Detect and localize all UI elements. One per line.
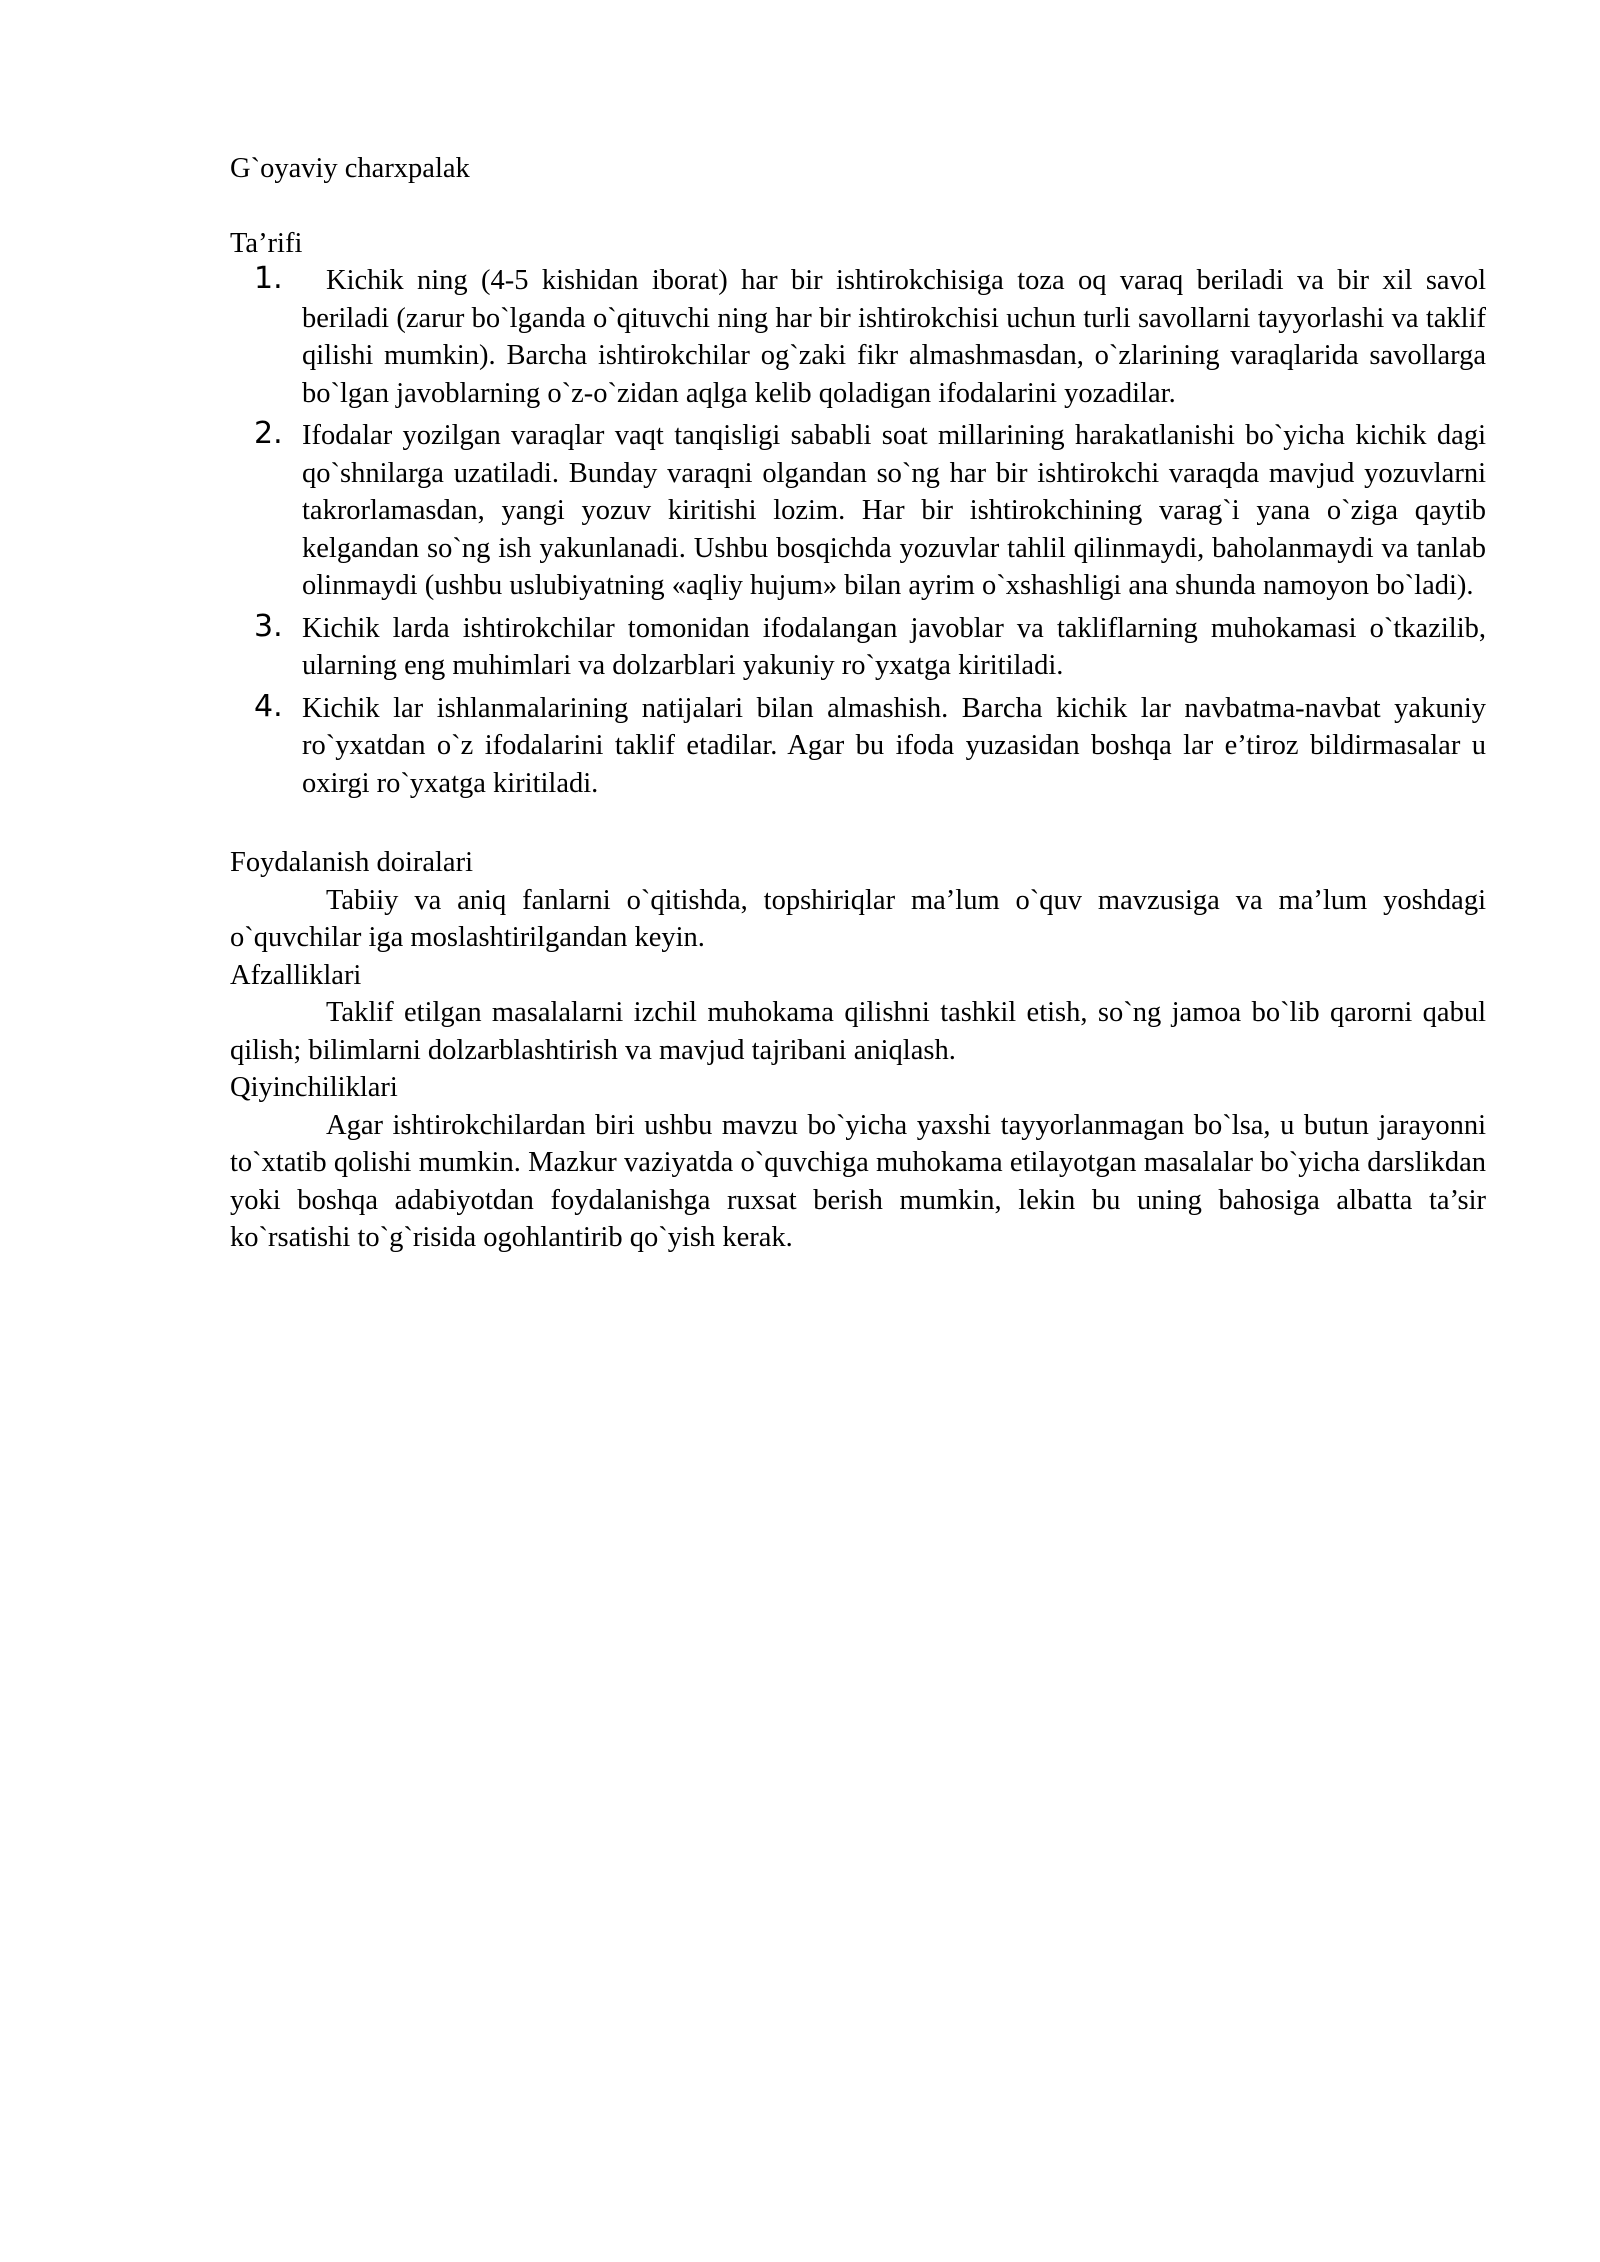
list-item: [230, 690, 1486, 803]
advantages-heading: Afzalliklari: [230, 959, 362, 991]
advantages-paragraph: Taklif etilgan masalalarni izchil muhokama qilishni tashkil etish, so`ng jamoa bo`lib qarorni qabul qilish; bilimlarni dolzarblashtirish va mavjud tajribani aniqlash.: [230, 997, 1486, 1066]
list-item-number: 1.: [254, 261, 283, 296]
list-item-number: 3.: [254, 608, 283, 644]
list-item-text: Kichik larda ishtirokchilar tomonidan ifodalangan javoblar va takliflarning muhokamasi o`tkazilib, ularning eng muhimlari va dolzarblari yakuniy ro`yxatga kiritiladi.: [302, 612, 1486, 681]
list-item-text: Kichik ning (4-5 kishidan iborat) har bir ishtirokchisiga toza oq varaq beriladi va bir xil savol beriladi (zarur bo`lganda o`qituvchi ning har bir ishtirokchisi uchun turli savollarni tayyorlashi va taklif qilishi mumkin). Barcha ishtirokchilar og`zaki fikr almashmasdan, o`zlarining varaqlarida savollarga bo`lgan javoblarning o`z-o`zidan aqlga kelib qoladigan ifodalarini yozadilar.: [302, 265, 1486, 409]
difficulties-heading: Qiyinchiliklari: [230, 1072, 398, 1103]
list-item: [230, 610, 1486, 685]
definition-heading: Ta’rifi: [230, 227, 303, 259]
list-item-text: Kichik lar ishlanmalarining natijalari bilan almashish. Barcha kichik lar navbatma-navbat yakuniy ro`yxatdan o`z ifodalarini taklif etadilar. Agar bu ifoda yuzasidan boshqa lar e’tiroz bildirmasalar u oxirgi ro`yxatga kiritiladi.: [302, 692, 1486, 799]
list-item-text: Ifodalar yozilgan varaqlar vaqt tanqisligi sababli soat millarining harakatlanishi bo`yicha kichik dagi qo`shnilarga uzatiladi. Bunday varaqni olgandan so`ng har bir ishtirokchi varaqda mavjud yozuvlarni takrorlamasdan, yangi yozuv kiritishi lozim. Har bir ishtirokchining varag`i yana o`ziga qaytib kelgandan so`ng ish yakunlanadi. Ushbu bosqichda yozuvlar tahlil qilinmaydi, baholanmaydi va tanlab olinmaydi (ushbu uslubiyatning «aqliy hujum» bilan ayrim o`xshashligi ana shunda namoyon bo`ladi).: [302, 420, 1486, 601]
list-item: [230, 262, 1486, 412]
usage-paragraph: Tabiiy va aniq fanlarni o`qitishda, topshiriqlar ma’lum o`quv mavzusiga va ma’lum yoshdagi o`quvchilar iga moslashtirilgandan keyin.: [230, 884, 1486, 953]
spacer: [230, 188, 1486, 225]
document-title: G`oyaviy charxpalak: [230, 153, 470, 184]
list-item-number: 2.: [254, 416, 283, 451]
difficulties-paragraph: Agar ishtirokchilardan biri ushbu mavzu bo`yicha yaxshi tayyorlanmagan bo`lsa, u butun jarayonni to`xtatib qolishi mumkin. Mazkur vaziyatda o`quvchiga muhokama etilayotgan masalalar bo`yicha darslikdan yoki boshqa adabiyotdan foydalanishga ruxsat berish mumkin, lekin bu uning bahosiga albatta ta’sir ko`rsatishi to`g`risida ogohlantirib qo`yish kerak.: [230, 1109, 1486, 1253]
usage-heading: Foydalanish doiralari: [230, 847, 473, 878]
list-item-number: 4.: [254, 688, 283, 724]
list-item: [230, 417, 1486, 605]
spacer: [230, 807, 1486, 844]
definition-steps-list: [230, 262, 1486, 802]
document-page: [230, 150, 1486, 1257]
